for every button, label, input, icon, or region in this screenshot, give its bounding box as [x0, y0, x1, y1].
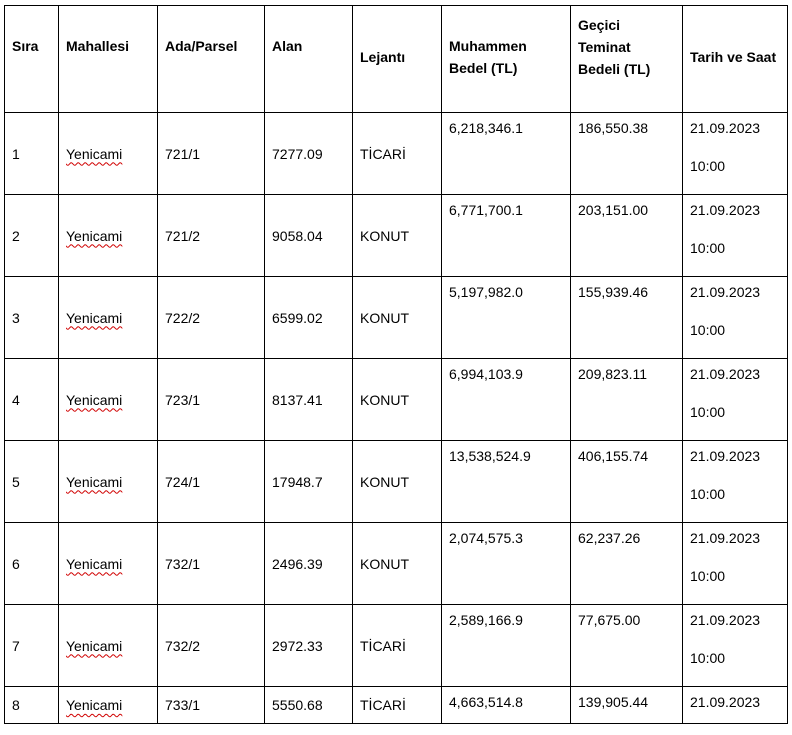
cell-lejant-text: TİCARİ — [360, 145, 406, 162]
cell-mahalle-text: Yenicami — [66, 145, 123, 162]
cell-lejant — [353, 277, 442, 359]
cell-muhammen-text: 6,994,103.9 — [449, 366, 523, 382]
cell-ada-parsel — [158, 359, 265, 441]
cell-mahalle — [59, 441, 158, 523]
cell-muhammen-text: 4,663,514.8 — [449, 694, 523, 710]
cell-sira-text: 6 — [12, 555, 20, 572]
cell-mahalle — [59, 277, 158, 359]
cell-sira-text: 2 — [12, 227, 20, 244]
cell-tarih — [683, 277, 788, 359]
cell-muhammen-text: 2,589,166.9 — [449, 612, 523, 628]
cell-mahalle-text: Yenicami — [66, 473, 123, 490]
cell-ada-parsel-text: 724/1 — [165, 473, 201, 490]
cell-alan — [265, 359, 353, 441]
header-mahallesi: Mahallesi — [59, 6, 158, 113]
cell-ada-parsel-text: 721/1 — [165, 145, 201, 162]
cell-alan-text: 7277.09 — [272, 145, 323, 162]
cell-mahalle — [59, 605, 158, 687]
cell-teminat-text: 139,905.44 — [578, 694, 649, 710]
cell-muhammen — [442, 605, 571, 687]
table-row — [5, 113, 788, 195]
cell-lejant — [353, 195, 442, 277]
cell-sira-text: 8 — [12, 697, 20, 713]
cell-lejant-text: TİCARİ — [360, 637, 406, 654]
cell-lejant-text: KONUT — [360, 309, 409, 326]
cell-sira-text: 7 — [12, 637, 20, 654]
table-row — [5, 195, 788, 277]
parcel-table — [4, 5, 788, 724]
cell-lejant — [353, 523, 442, 605]
cell-sira — [5, 605, 59, 687]
cell-tarih — [683, 605, 788, 687]
cell-ada-parsel — [158, 605, 265, 687]
cell-saat-text: 10:00 — [690, 158, 726, 174]
cell-teminat — [571, 605, 683, 687]
cell-alan — [265, 523, 353, 605]
cell-lejant — [353, 687, 442, 724]
cell-ada-parsel-text: 722/2 — [165, 309, 201, 326]
cell-sira — [5, 113, 59, 195]
header-lejanti: Lejantı — [353, 6, 442, 113]
cell-mahalle — [59, 195, 158, 277]
cell-sira — [5, 195, 59, 277]
cell-teminat-text: 203,151.00 — [578, 202, 649, 218]
cell-ada-parsel — [158, 523, 265, 605]
cell-alan — [265, 113, 353, 195]
header-tarih-saat: Tarih ve Saat — [683, 6, 788, 113]
cell-muhammen — [442, 113, 571, 195]
cell-mahalle-text: Yenicami — [66, 555, 123, 572]
cell-sira — [5, 687, 59, 724]
cell-tarih-text: 21.09.2023 — [690, 202, 761, 218]
cell-alan — [265, 687, 353, 724]
cell-mahalle-text: Yenicami — [66, 637, 123, 654]
cell-saat-text: 10:00 — [690, 240, 726, 256]
cell-alan-text: 9058.04 — [272, 227, 323, 244]
cell-alan — [265, 605, 353, 687]
table-row — [5, 687, 788, 724]
cell-teminat-text: 406,155.74 — [578, 448, 649, 464]
cell-sira-text: 5 — [12, 473, 20, 490]
cell-ada-parsel-text: 733/1 — [165, 697, 201, 713]
cell-sira — [5, 441, 59, 523]
cell-ada-parsel — [158, 441, 265, 523]
cell-saat-text: 10:00 — [690, 650, 726, 666]
header-muhammen-bedel: Muhammen Bedel (TL) — [442, 6, 571, 113]
cell-tarih-text: 21.09.2023 — [690, 530, 761, 546]
cell-teminat — [571, 359, 683, 441]
document-page — [4, 5, 788, 724]
cell-tarih-text: 21.09.2023 — [690, 448, 761, 464]
cell-alan-text: 17948.7 — [272, 473, 323, 490]
cell-lejant-text: KONUT — [360, 391, 409, 408]
cell-muhammen — [442, 441, 571, 523]
cell-tarih-text: 21.09.2023 — [690, 366, 761, 382]
cell-tarih — [683, 523, 788, 605]
cell-teminat — [571, 523, 683, 605]
header-gecici-teminat: Geçici Teminat Bedeli (TL) — [571, 6, 683, 113]
cell-alan — [265, 441, 353, 523]
cell-sira-text: 3 — [12, 309, 20, 326]
cell-muhammen — [442, 359, 571, 441]
header-sira: Sıra — [5, 6, 59, 113]
cell-alan-text: 6599.02 — [272, 309, 323, 326]
cell-tarih-text: 21.09.2023 — [690, 284, 761, 300]
cell-ada-parsel-text: 723/1 — [165, 391, 201, 408]
cell-ada-parsel — [158, 687, 265, 724]
cell-teminat — [571, 195, 683, 277]
cell-sira — [5, 277, 59, 359]
cell-lejant-text: KONUT — [360, 555, 409, 572]
cell-lejant-text: TİCARİ — [360, 697, 406, 713]
cell-ada-parsel — [158, 195, 265, 277]
cell-tarih — [683, 195, 788, 277]
cell-alan-text: 2972.33 — [272, 637, 323, 654]
table-row — [5, 441, 788, 523]
header-alan: Alan — [265, 6, 353, 113]
cell-muhammen — [442, 523, 571, 605]
table-row — [5, 523, 788, 605]
cell-tarih-text: 21.09.2023 — [690, 120, 761, 136]
cell-tarih — [683, 441, 788, 523]
cell-teminat — [571, 113, 683, 195]
cell-alan-text: 5550.68 — [272, 697, 323, 713]
cell-mahalle-text: Yenicami — [66, 309, 123, 326]
cell-teminat — [571, 687, 683, 724]
cell-lejant-text: KONUT — [360, 227, 409, 244]
cell-saat-text: 10:00 — [690, 486, 726, 502]
cell-ada-parsel-text: 732/2 — [165, 637, 201, 654]
cell-saat-text: 10:00 — [690, 568, 726, 584]
cell-teminat-text: 62,237.26 — [578, 530, 641, 546]
cell-teminat — [571, 277, 683, 359]
cell-lejant-text: KONUT — [360, 473, 409, 490]
cell-muhammen — [442, 687, 571, 724]
cell-teminat — [571, 441, 683, 523]
cell-mahalle — [59, 113, 158, 195]
cell-saat-text: 10:00 — [690, 404, 726, 420]
cell-muhammen-text: 13,538,524.9 — [449, 448, 531, 464]
cell-alan-text: 2496.39 — [272, 555, 323, 572]
cell-lejant — [353, 605, 442, 687]
table-row — [5, 605, 788, 687]
cell-sira — [5, 523, 59, 605]
cell-saat-text: 10:00 — [690, 322, 726, 338]
cell-tarih — [683, 113, 788, 195]
cell-ada-parsel — [158, 113, 265, 195]
cell-tarih — [683, 687, 788, 724]
table-body — [5, 113, 788, 724]
cell-sira — [5, 359, 59, 441]
cell-lejant — [353, 359, 442, 441]
cell-alan — [265, 195, 353, 277]
table-row — [5, 359, 788, 441]
cell-alan-text: 8137.41 — [272, 391, 323, 408]
cell-muhammen — [442, 195, 571, 277]
cell-ada-parsel — [158, 277, 265, 359]
cell-sira-text: 4 — [12, 391, 20, 408]
cell-mahalle — [59, 687, 158, 724]
cell-mahalle-text: Yenicami — [66, 697, 123, 713]
cell-muhammen — [442, 277, 571, 359]
cell-lejant — [353, 113, 442, 195]
cell-ada-parsel-text: 721/2 — [165, 227, 201, 244]
cell-tarih-text: 21.09.2023 — [690, 612, 761, 628]
cell-teminat-text: 77,675.00 — [578, 612, 641, 628]
cell-lejant — [353, 441, 442, 523]
cell-mahalle — [59, 359, 158, 441]
table-row — [5, 277, 788, 359]
header-row — [5, 6, 788, 113]
cell-teminat-text: 186,550.38 — [578, 120, 649, 136]
cell-muhammen-text: 2,074,575.3 — [449, 530, 523, 546]
cell-alan — [265, 277, 353, 359]
header-ada-parsel: Ada/Parsel — [158, 6, 265, 113]
cell-muhammen-text: 6,218,346.1 — [449, 120, 523, 136]
cell-mahalle-text: Yenicami — [66, 391, 123, 408]
cell-tarih — [683, 359, 788, 441]
cell-muhammen-text: 5,197,982.0 — [449, 284, 523, 300]
cell-teminat-text: 209,823.11 — [578, 366, 648, 382]
cell-mahalle-text: Yenicami — [66, 227, 123, 244]
cell-sira-text: 1 — [12, 145, 20, 162]
cell-teminat-text: 155,939.46 — [578, 284, 649, 300]
cell-muhammen-text: 6,771,700.1 — [449, 202, 523, 218]
cell-mahalle — [59, 523, 158, 605]
cell-tarih-text: 21.09.2023 — [690, 694, 761, 710]
cell-ada-parsel-text: 732/1 — [165, 555, 201, 572]
